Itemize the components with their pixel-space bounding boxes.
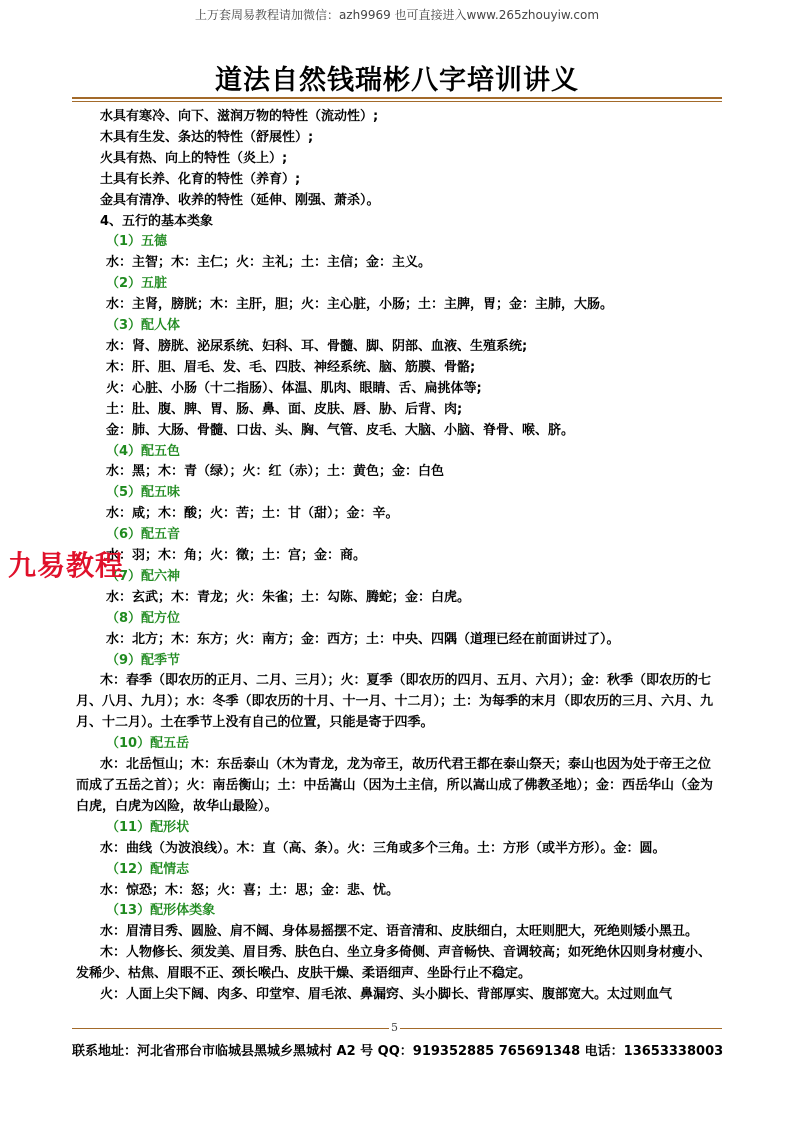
top-note: 上万套周易教程请加微信：azh9969 也可直接进入www.265zhouyiw.com: [194, 8, 600, 22]
header-rule-thin: [72, 101, 722, 102]
section-heading: （9）配季节: [106, 652, 181, 668]
body-line: 金：肺、大肠、骨髓、口齿、头、胸、气管、皮毛、大脑、小脑、脊骨、喉、脐。: [106, 422, 575, 438]
body-line: 水：曲线（为波浪线）。木：直（高、条）。火：三角或多个三角。土：方形（或半方形）。金：圆。: [100, 840, 666, 856]
section-heading: （2）五脏: [106, 276, 168, 292]
body-line: 火：人面上尖下阔、肉多、印堂窄、眉毛浓、鼻漏窍、头小脚长、背部厚实、腹部宽大。太过则血气: [100, 987, 673, 1003]
body-line: 木：春季（即农历的正月、二月、三月）；火：夏季（即农历的四月、五月、六月）；金：秋季（即农历的七月、八月、九月）；水：冬季（即农历的十月、十一月、十二月）；土：为每季的末月（即农历的三月、六月、九月、十二月）。土在季节上没有自己的位置，只能是寄于四季。: [76, 673, 714, 731]
body-line: 木具有生发、条达的特性（舒展性）;: [100, 129, 314, 145]
body-line: 火具有热、向上的特性（炎上）;: [100, 150, 288, 166]
section-heading: （6）配五音: [106, 527, 181, 543]
page-number: 5: [391, 1021, 398, 1034]
header-rule: [72, 97, 722, 99]
body-line: 水：黑；木：青（绿）；火：红（赤）；土：黄色；金：白色: [106, 464, 445, 480]
body-line: 水具有寒冷、向下、滋润万物的特性（流动性）;: [100, 109, 379, 124]
body-line: 水：主肾，膀胱；木：主肝，胆；火：主心脏，小肠；土：主脾，胃；金：主肺，大肠。: [106, 297, 614, 313]
body-line: 水：北方；木：东方；火：南方；金：西方；土：中央、四隅（道理已经在前面讲过了）。: [106, 631, 620, 647]
watermark: 九易教程: [8, 549, 125, 582]
body-line: 木：人物修长、须发美、眉目秀、肤色白、坐立身多倚侧、声音畅快、音调较高；如死绝休囚则身材瘦小、发稀少、枯焦、眉眼不正、颈长喉凸、皮肤干燥、柔语细声、坐卧行止不稳定。: [76, 945, 712, 982]
body-line: 木：肝、胆、眉毛、发、毛、四肢、神经系统、脑、筋膜、骨骼;: [106, 359, 476, 375]
body-line: 水：北岳恒山；木：东岳泰山（木为青龙，龙为帝王，故历代君王都在泰山祭天；泰山也因为处于帝王之位而成了五岳之首）；火：南岳衡山；土：中岳嵩山（因为土主信，所以嵩山成了佛教圣地）；金：西岳华山（金为白虎，白虎为凶险，故华山最险）。: [76, 757, 714, 814]
section-heading: （13）配形体类象: [106, 903, 216, 919]
body-line: 土具有长养、化育的特性（养育）;: [100, 171, 301, 187]
document-title: 道法自然钱瑞彬八字培训讲义: [215, 65, 579, 96]
body-line: 水：肾、膀胱、泌尿系统、妇科、耳、骨髓、脚、阴部、血液、生殖系统;: [106, 338, 528, 354]
body-line: 水：玄武；木：青龙；火：朱雀；土：勾陈、腾蛇；金：白虎。: [106, 589, 471, 605]
section-heading: （7）配六神: [106, 568, 181, 584]
section-heading: （10）配五岳: [106, 736, 190, 752]
document-body: [76, 107, 720, 1006]
section-heading: （5）配五味: [106, 485, 181, 501]
body-line: 水：羽；木：角；火：徵；土：宫；金：商。: [106, 548, 367, 564]
section-heading: （3）配人体: [106, 318, 181, 334]
body-line: 金具有清净、收养的特性（延伸、刚强、萧杀）。: [100, 192, 380, 208]
body-line: 水：主智；木：主仁；火：主礼；土：主信；金：主义。: [106, 255, 432, 271]
body-line: 水：眉清目秀、圆脸、肩不阔、身体易摇摆不定、语音清和、皮肤细白，太旺则肥大，死绝则矮小黑丑。: [100, 924, 699, 940]
body-line: 火：心脏、小肠（十二指肠）、体温、肌肉、眼睛、舌、扁挑体等;: [106, 380, 482, 396]
body-line: 土：肚、腹、脾、胃、肠、鼻、面、皮肤、唇、胁、后背、肉;: [106, 401, 463, 417]
section-heading: （1）五德: [106, 234, 168, 250]
body-line: 水：咸；木：酸；火：苦；土：甘（甜）；金：辛。: [106, 506, 399, 522]
section-heading: （12）配情志: [106, 861, 190, 877]
section-heading: （11）配形状: [106, 819, 190, 835]
body-line: 水：惊恐；木：怒；火：喜；土：思；金：悲、忧。: [100, 882, 400, 898]
section-heading: （4）配五色: [106, 443, 181, 459]
section-heading: （8）配方位: [106, 610, 181, 626]
footer-contact: 联系地址：河北省邢台市临城县黑城乡黑城村 A2 号 QQ：919352885 765691348 电话：13653338003: [72, 1044, 724, 1059]
body-line: 4、五行的基本类象: [100, 213, 214, 229]
